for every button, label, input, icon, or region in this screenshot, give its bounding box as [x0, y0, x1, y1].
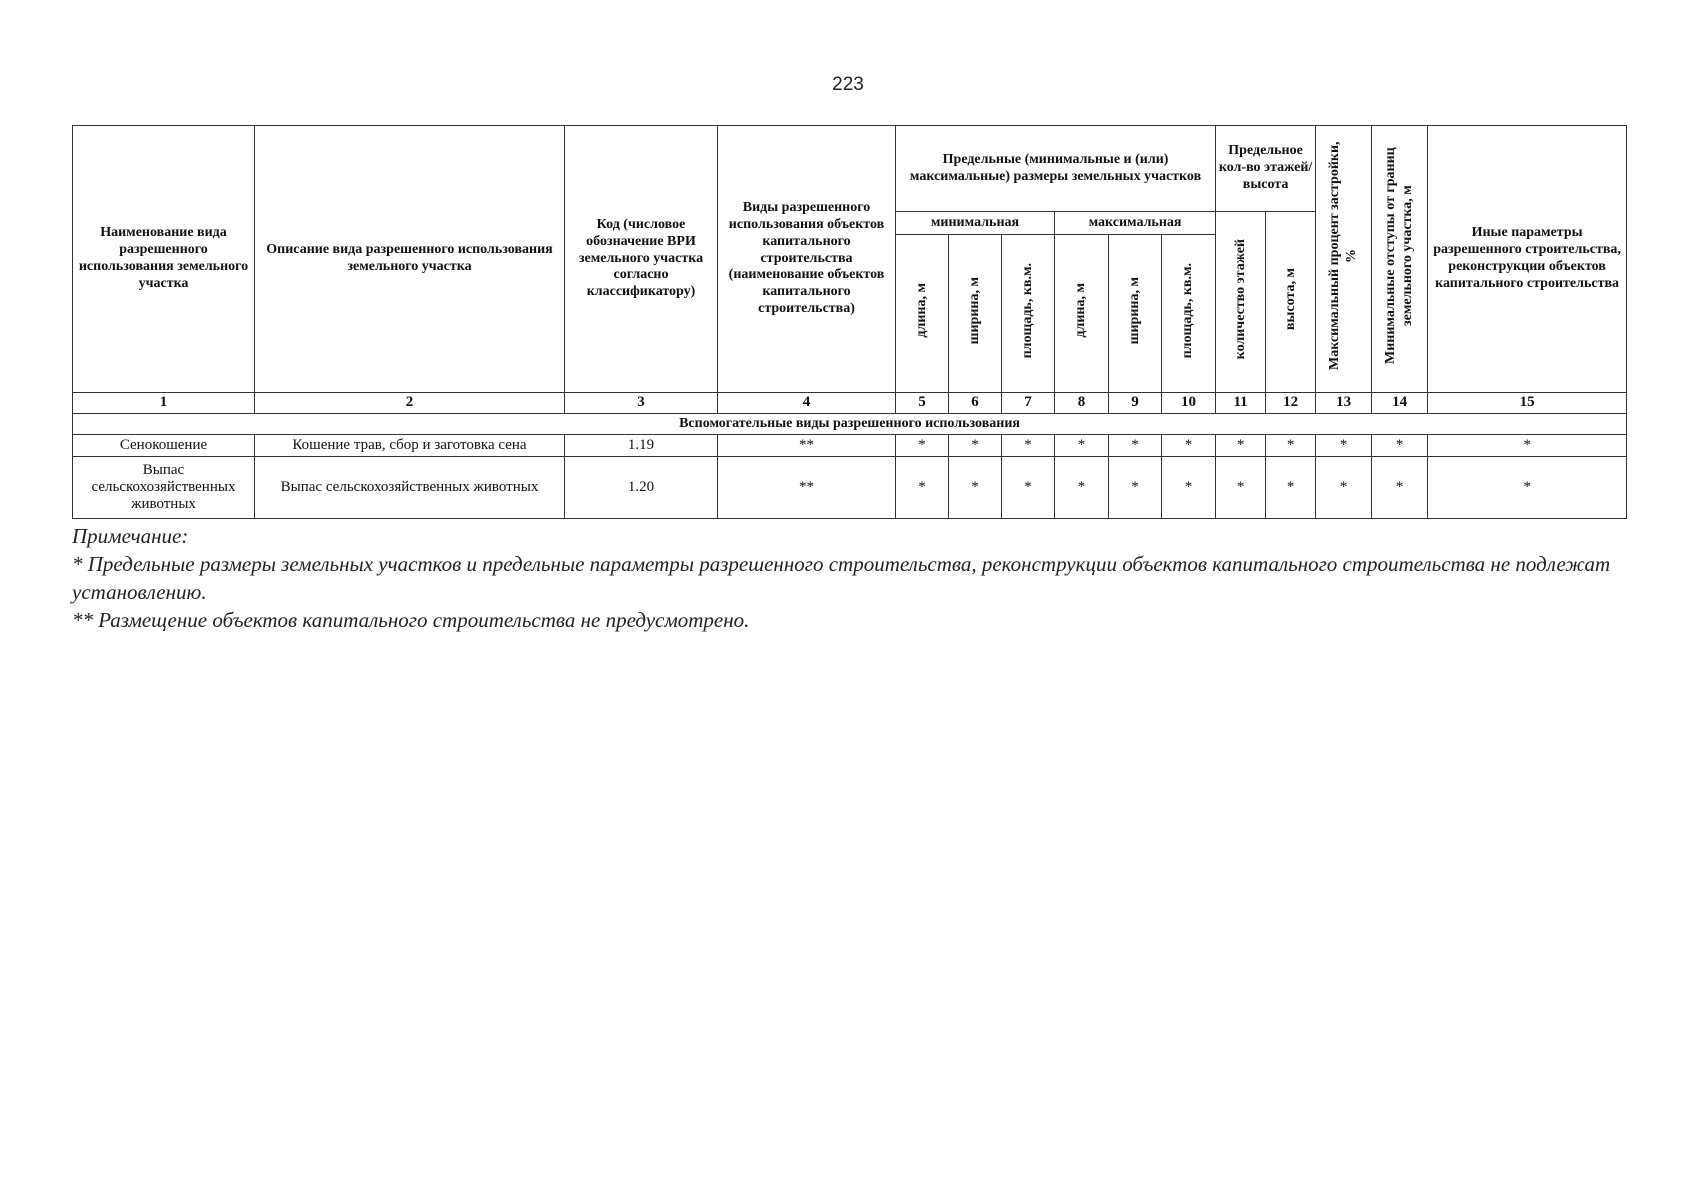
row-param: *	[1002, 456, 1055, 518]
column-number: 15	[1428, 392, 1627, 413]
note-2: ** Размещение объектов капитального строительства не предусмотрено.	[72, 608, 750, 632]
row-oks: **	[718, 434, 896, 456]
row-param: *	[1266, 434, 1316, 456]
header-max-length-label: длина, м	[1073, 283, 1089, 338]
column-number: 11	[1216, 392, 1266, 413]
header-max: максимальная	[1055, 212, 1216, 235]
header-code: Код (числовое обозначение ВРИ земельного участка согласно классификатору)	[565, 126, 718, 393]
row-param: *	[1055, 456, 1109, 518]
column-number: 10	[1162, 392, 1216, 413]
row-param: *	[1372, 456, 1428, 518]
column-numbers-row	[73, 392, 1627, 413]
header-max-percent	[1316, 126, 1372, 393]
header-max-area-label: площадь, кв.м.	[1180, 262, 1196, 359]
table-row	[73, 434, 1627, 456]
notes	[72, 522, 1632, 634]
header-row-1	[73, 126, 1627, 212]
row-code: 1.20	[565, 456, 718, 518]
column-number: 13	[1316, 392, 1372, 413]
header-max-length	[1055, 234, 1109, 392]
header-floors-group: Предельное кол-во этажей/ высота	[1216, 126, 1316, 212]
row-description: Выпас сельскохозяйственных животных	[255, 456, 565, 518]
row-param: *	[1372, 434, 1428, 456]
header-min-length	[896, 234, 949, 392]
header-min: минимальная	[896, 212, 1055, 235]
row-param: *	[1266, 456, 1316, 518]
column-number: 12	[1266, 392, 1316, 413]
column-number: 1	[73, 392, 255, 413]
header-floors-count	[1216, 212, 1266, 393]
column-number: 4	[718, 392, 896, 413]
row-param: *	[1162, 456, 1216, 518]
header-min-area	[1002, 234, 1055, 392]
column-number: 9	[1109, 392, 1162, 413]
header-min-area-label: площадь, кв.м.	[1019, 262, 1035, 359]
header-min-width	[949, 234, 1002, 392]
land-use-table	[72, 125, 1627, 519]
header-oks-types: Виды разрешенного использования объектов капитального строительства (наименование объектов капитального строительства)	[718, 126, 896, 393]
row-description: Кошение трав, сбор и заготовка сена	[255, 434, 565, 456]
row-param: *	[1109, 434, 1162, 456]
header-min-width-label: ширина, м	[966, 276, 982, 345]
column-number: 8	[1055, 392, 1109, 413]
header-max-width	[1109, 234, 1162, 392]
note-1: * Предельные размеры земельных участков и предельные параметры разрешенного строительства, реконструкции объектов капитального строительства не подлежат установлению.	[72, 552, 1611, 604]
row-name: Выпас сельскохозяйственных животных	[73, 456, 255, 518]
section-title: Вспомогательные виды разрешенного использования	[73, 413, 1627, 434]
row-param: *	[896, 434, 949, 456]
row-code: 1.19	[565, 434, 718, 456]
page-number: 223	[832, 74, 864, 95]
column-number: 2	[255, 392, 565, 413]
section-row	[73, 413, 1627, 434]
row-param: *	[1316, 434, 1372, 456]
row-param: *	[1109, 456, 1162, 518]
row-param: *	[1428, 434, 1627, 456]
header-min-setback	[1372, 126, 1428, 393]
column-number: 7	[1002, 392, 1055, 413]
row-param: *	[1162, 434, 1216, 456]
row-param: *	[1216, 456, 1266, 518]
row-param: *	[1428, 456, 1627, 518]
header-name: Наименование вида разрешенного использования земельного участка	[73, 126, 255, 393]
table-row	[73, 456, 1627, 518]
row-param: *	[1002, 434, 1055, 456]
header-height-label: высота, м	[1282, 267, 1298, 331]
column-number: 14	[1372, 392, 1428, 413]
row-param: *	[1216, 434, 1266, 456]
header-min-length-label: длина, м	[913, 283, 929, 338]
column-number: 5	[896, 392, 949, 413]
row-param: *	[949, 456, 1002, 518]
header-max-percent-label: Максимальный процент застройки, %	[1326, 141, 1359, 371]
column-number: 6	[949, 392, 1002, 413]
column-number: 3	[565, 392, 718, 413]
header-other-params: Иные параметры разрешенного строительства, реконструкции объектов капитального строительства	[1428, 126, 1627, 393]
row-param: *	[949, 434, 1002, 456]
header-description: Описание вида разрешенного использования земельного участка	[255, 126, 565, 393]
row-param: *	[1055, 434, 1109, 456]
header-plot-sizes-group: Предельные (минимальные и (или) максимальные) размеры земельных участков	[896, 126, 1216, 212]
row-name: Сенокошение	[73, 434, 255, 456]
row-param: *	[896, 456, 949, 518]
notes-title: Примечание:	[72, 524, 189, 548]
header-max-area	[1162, 234, 1216, 392]
header-min-setback-label: Минимальные отступы от границ земельного участка, м	[1382, 147, 1415, 365]
header-floors-count-label: количество этажей	[1232, 238, 1248, 360]
header-height	[1266, 212, 1316, 393]
header-max-width-label: ширина, м	[1126, 276, 1142, 345]
row-param: *	[1316, 456, 1372, 518]
row-oks: **	[718, 456, 896, 518]
